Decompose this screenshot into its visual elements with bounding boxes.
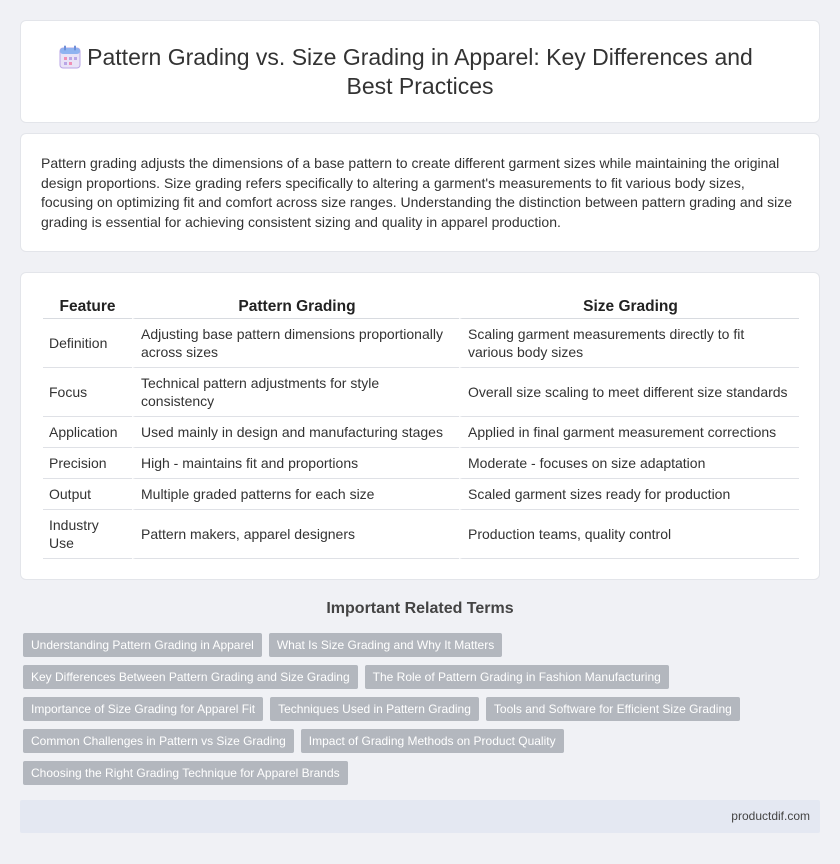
table-row [43,319,799,368]
related-term-tag[interactable]: Tools and Software for Efficient Size Grading [486,697,740,721]
table-row [43,448,799,479]
header-feature: Feature [43,297,132,319]
page-title: Pattern Grading vs. Size Grading in Apparel: Key Differences and Best Practices [87,44,753,99]
size-cell: Overall size scaling to meet different size standards [459,368,799,417]
pattern-cell: Multiple graded patterns for each size [132,479,459,510]
header-size-grading: Size Grading [459,297,799,319]
size-cell: Moderate - focuses on size adaptation [459,448,799,479]
related-term-tag[interactable]: Impact of Grading Methods on Product Quality [301,729,564,753]
related-term-tag[interactable]: The Role of Pattern Grading in Fashion Manufacturing [365,665,669,689]
related-term-tag[interactable]: Common Challenges in Pattern vs Size Grading [23,729,294,753]
comparison-table [43,297,799,559]
related-terms-heading: Important Related Terms [326,600,514,617]
table-row [43,510,799,559]
tag-row [23,633,783,657]
footer-bar [20,800,820,833]
pattern-cell: High - maintains fit and proportions [132,448,459,479]
related-term-tag[interactable]: Key Differences Between Pattern Grading and Size Grading [23,665,358,689]
table-row [43,368,799,417]
related-term-tag[interactable]: Understanding Pattern Grading in Apparel [23,633,262,657]
size-cell: Scaling garment measurements directly to fit various body sizes [459,319,799,368]
footer-site-name[interactable]: productdif.com [731,809,810,823]
related-terms-list [23,633,783,793]
row-label: Industry Use [43,510,132,559]
pattern-cell: Technical pattern adjustments for style consistency [132,368,459,417]
row-label: Precision [43,448,132,479]
row-label: Focus [43,368,132,417]
table-header-row [43,297,799,319]
size-cell: Scaled garment sizes ready for production [459,479,799,510]
row-label: Application [43,417,132,448]
comparison-card [20,272,820,580]
related-term-tag[interactable]: Choosing the Right Grading Technique for Apparel Brands [23,761,348,785]
table-row [43,417,799,448]
header-card [20,20,820,123]
row-label: Definition [43,319,132,368]
tag-row [23,761,783,785]
tag-row [23,665,783,689]
row-label: Output [43,479,132,510]
size-cell: Applied in final garment measurement corrections [459,417,799,448]
related-term-tag[interactable]: What Is Size Grading and Why It Matters [269,633,502,657]
intro-card [20,133,820,252]
table-row [43,479,799,510]
header-pattern-grading: Pattern Grading [132,297,459,319]
tag-row [23,729,783,753]
pattern-cell: Pattern makers, apparel designers [132,510,459,559]
tag-row [23,697,783,721]
related-term-tag[interactable]: Techniques Used in Pattern Grading [270,697,479,721]
size-cell: Production teams, quality control [459,510,799,559]
pattern-cell: Used mainly in design and manufacturing stages [132,417,459,448]
pattern-cell: Adjusting base pattern dimensions proportionally across sizes [132,319,459,368]
related-term-tag[interactable]: Importance of Size Grading for Apparel Fit [23,697,263,721]
intro-paragraph: Pattern grading adjusts the dimensions of a base pattern to create different garment sizes while maintaining the original design proportions. Size grading refers specifically to altering a garment's measurements to fit various body sizes, focusing on optimizing fit and comfort across size ranges. Understanding the distinction between pattern grading and size grading is essential for achieving consistent sizing and quality in apparel production. [41,155,792,230]
